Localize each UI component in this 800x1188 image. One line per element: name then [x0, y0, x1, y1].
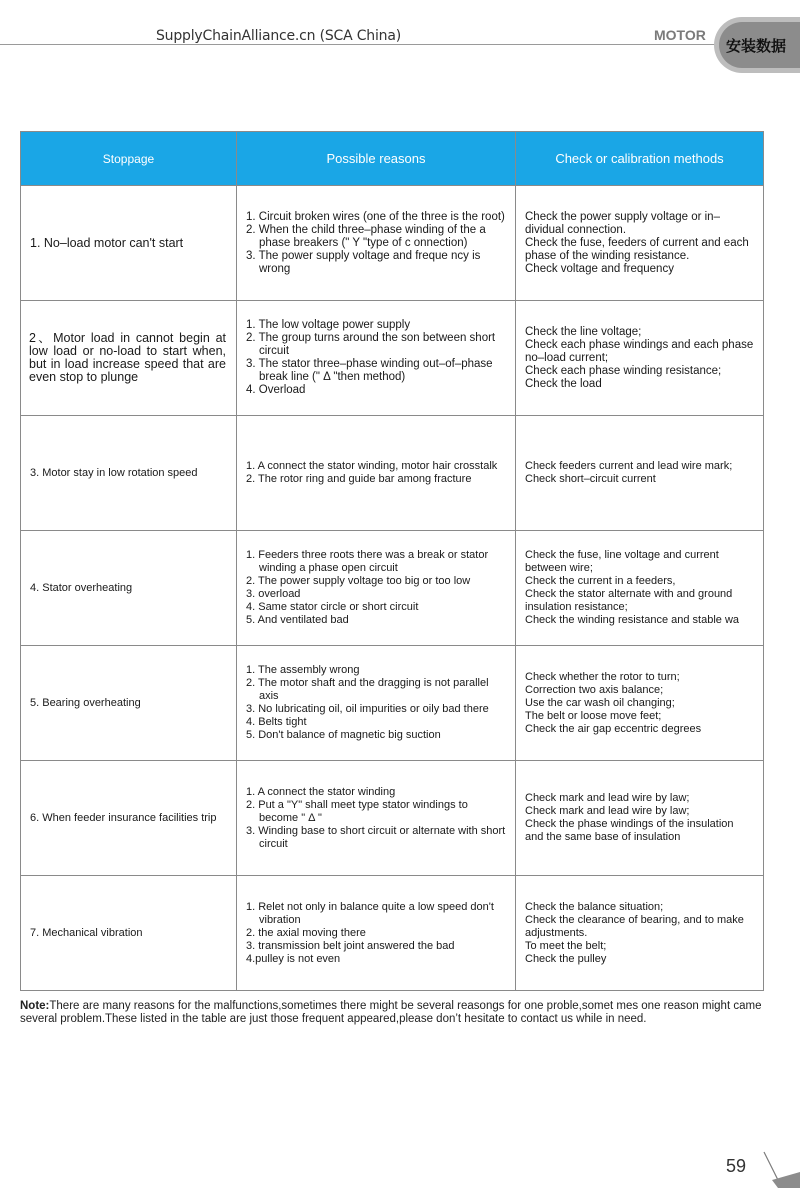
reason-list	[246, 901, 506, 966]
stoppage-cell: 7. Mechanical vibration	[21, 876, 237, 991]
page-number: 59	[726, 1156, 747, 1176]
reason-item: 1. The assembly wrong	[246, 664, 360, 676]
reasons-cell	[237, 646, 516, 761]
method-line: Check the balance situation;	[525, 900, 664, 913]
method-line: Check feeders current and lead wire mark;	[525, 460, 733, 472]
reason-list	[246, 211, 506, 276]
reasons-cell	[237, 416, 516, 531]
method-line: Use the car wash oil changing;	[525, 696, 675, 709]
reason-item: 3. transmission belt joint answered the bad	[246, 939, 455, 952]
table-row	[21, 186, 764, 301]
reason-item: 5. Don't balance of magnetic big suction	[246, 729, 441, 741]
method-line: Check mark and lead wire by law;	[525, 805, 690, 817]
header-divider	[0, 44, 720, 45]
column-header-possible-reasons: Possible reasons	[237, 132, 516, 186]
method-line: Check the air gap eccentric degrees	[525, 722, 702, 735]
method-line: Check the pulley	[525, 952, 607, 965]
reasons-cell	[237, 301, 516, 416]
stoppage-cell: 4. Stator overheating	[21, 531, 237, 646]
method-line: The belt or loose move feet;	[525, 709, 662, 722]
reason-item: 4. Overload	[246, 384, 306, 396]
reason-item: 1. A connect the stator winding, motor hair crosstalk	[246, 460, 498, 472]
method-line: Correction two axis balance;	[525, 683, 664, 696]
reasons-cell	[237, 186, 516, 301]
method-line: Check the stator alternate with and ground insulation resistance;	[525, 588, 733, 613]
reason-item: 2. The group turns around the son between short circuit	[246, 332, 496, 357]
stoppage-cell: 3. Motor stay in low rotation speed	[21, 416, 237, 531]
reason-list	[246, 664, 506, 742]
methods-cell	[516, 531, 764, 646]
column-header-stoppage: Stoppage	[21, 132, 237, 186]
reasons-cell	[237, 761, 516, 876]
reason-item: 2. When the child three–phase winding of the a phase breakers (" Y "type of c onnection)	[246, 223, 486, 249]
reason-item: 3. No lubricating oil, oil impurities or oily bad there	[246, 703, 489, 715]
table-row	[21, 301, 764, 416]
reason-item: 4.pulley is not even	[246, 952, 341, 965]
method-line: Check short–circuit current	[525, 473, 656, 485]
table-row	[21, 646, 764, 761]
methods-cell	[516, 646, 764, 761]
fault-table	[20, 131, 764, 991]
stoppage-cell: 1. No–load motor can't start	[21, 186, 237, 301]
reason-item: 4. Same stator circle or short circuit	[246, 601, 419, 613]
column-header-check-methods: Check or calibration methods	[516, 132, 764, 186]
method-line: Check the fuse, line voltage and current between wire;	[525, 549, 719, 574]
method-line: Check the line voltage;	[525, 325, 642, 338]
header-tab-label: 安装数据	[726, 37, 787, 55]
stoppage-cell: 2、Motor load in cannot begin at low load or no-load to start when, but in load increase speed that are even stop to plunge	[21, 301, 237, 416]
stoppage-cell: 5. Bearing overheating	[21, 646, 237, 761]
reason-list	[246, 319, 506, 397]
method-line: Check voltage and frequency	[525, 262, 674, 275]
methods-cell	[516, 761, 764, 876]
reason-item: 2. The power supply voltage too big or too low	[246, 575, 471, 587]
page-corner-decoration	[762, 1150, 800, 1188]
method-line: Check whether the rotor to turn;	[525, 670, 680, 683]
methods-cell	[516, 416, 764, 531]
stoppage-cell: 6. When feeder insurance facilities trip	[21, 761, 237, 876]
method-line: Check the load	[525, 377, 602, 390]
note	[20, 1000, 766, 1026]
reason-item: 3. The power supply voltage and freque ncy is wrong	[246, 249, 481, 275]
table-row	[21, 761, 764, 876]
method-line: Check the current in a feeders,	[525, 575, 676, 587]
reasons-cell	[237, 876, 516, 991]
reason-item: 4. Belts tight	[246, 716, 307, 728]
method-line: Check the phase windings of the insulation and the same base of insulation	[525, 818, 734, 843]
methods-cell	[516, 301, 764, 416]
reasons-cell	[237, 531, 516, 646]
reason-item: 1. A connect the stator winding	[246, 785, 396, 798]
method-line: To meet the belt;	[525, 939, 607, 952]
method-line: Check the power supply voltage or in–dividual connection.	[525, 210, 720, 236]
reason-item: 2. Put a "Y" shall meet type stator windings to become " Δ "	[246, 798, 468, 824]
reason-item: 1. Relet not only in balance quite a low speed don't vibration	[246, 900, 494, 926]
methods-cell	[516, 186, 764, 301]
reason-item: 1. The low voltage power supply	[246, 319, 411, 331]
reason-item: 2. The motor shaft and the dragging is not parallel axis	[246, 677, 489, 702]
reason-item: 2. The rotor ring and guide bar among fracture	[246, 473, 472, 485]
method-line: Check the winding resistance and stable wa	[525, 614, 740, 626]
reason-item: 5. And ventilated bad	[246, 614, 349, 626]
reason-item: 2. the axial moving there	[246, 926, 366, 939]
note-label: Note:	[20, 1000, 50, 1012]
method-line: Check mark and lead wire by law;	[525, 792, 690, 804]
method-line: Check the fuse, feeders of current and each phase of the winding resistance.	[525, 236, 749, 262]
reason-list	[246, 460, 506, 486]
reason-item: 1. Feeders three roots there was a break or stator winding a phase open circuit	[246, 549, 489, 574]
table-header-row	[21, 132, 764, 186]
reason-item: 1. Circuit broken wires (one of the three is the root)	[246, 210, 505, 223]
section-title: MOTOR	[654, 27, 706, 43]
site-name: SupplyChainAlliance.cn (SCA China)	[156, 28, 401, 44]
table-row	[21, 876, 764, 991]
method-line: Check each phase windings and each phase no–load current;	[525, 338, 754, 364]
reason-item: 3. overload	[246, 588, 301, 600]
table-row	[21, 531, 764, 646]
method-line: Check each phase winding resistance;	[525, 364, 722, 377]
reason-list	[246, 786, 506, 851]
reason-list	[246, 549, 506, 627]
method-line: Check the clearance of bearing, and to make adjustments.	[525, 913, 744, 939]
reason-item: 3. The stator three–phase winding out–of–phase break line (" Δ "then method)	[246, 358, 493, 383]
reason-item: 3. Winding base to short circuit or alternate with short circuit	[246, 824, 506, 850]
table-row	[21, 416, 764, 531]
methods-cell	[516, 876, 764, 991]
note-text: There are many reasons for the malfunctions,sometimes there might be several reasongs for one proble,somet mes one reason might came several problem.These listed in the table are just those frequent appeared,please don’t hesitate to contact us while in need.	[20, 1000, 762, 1025]
